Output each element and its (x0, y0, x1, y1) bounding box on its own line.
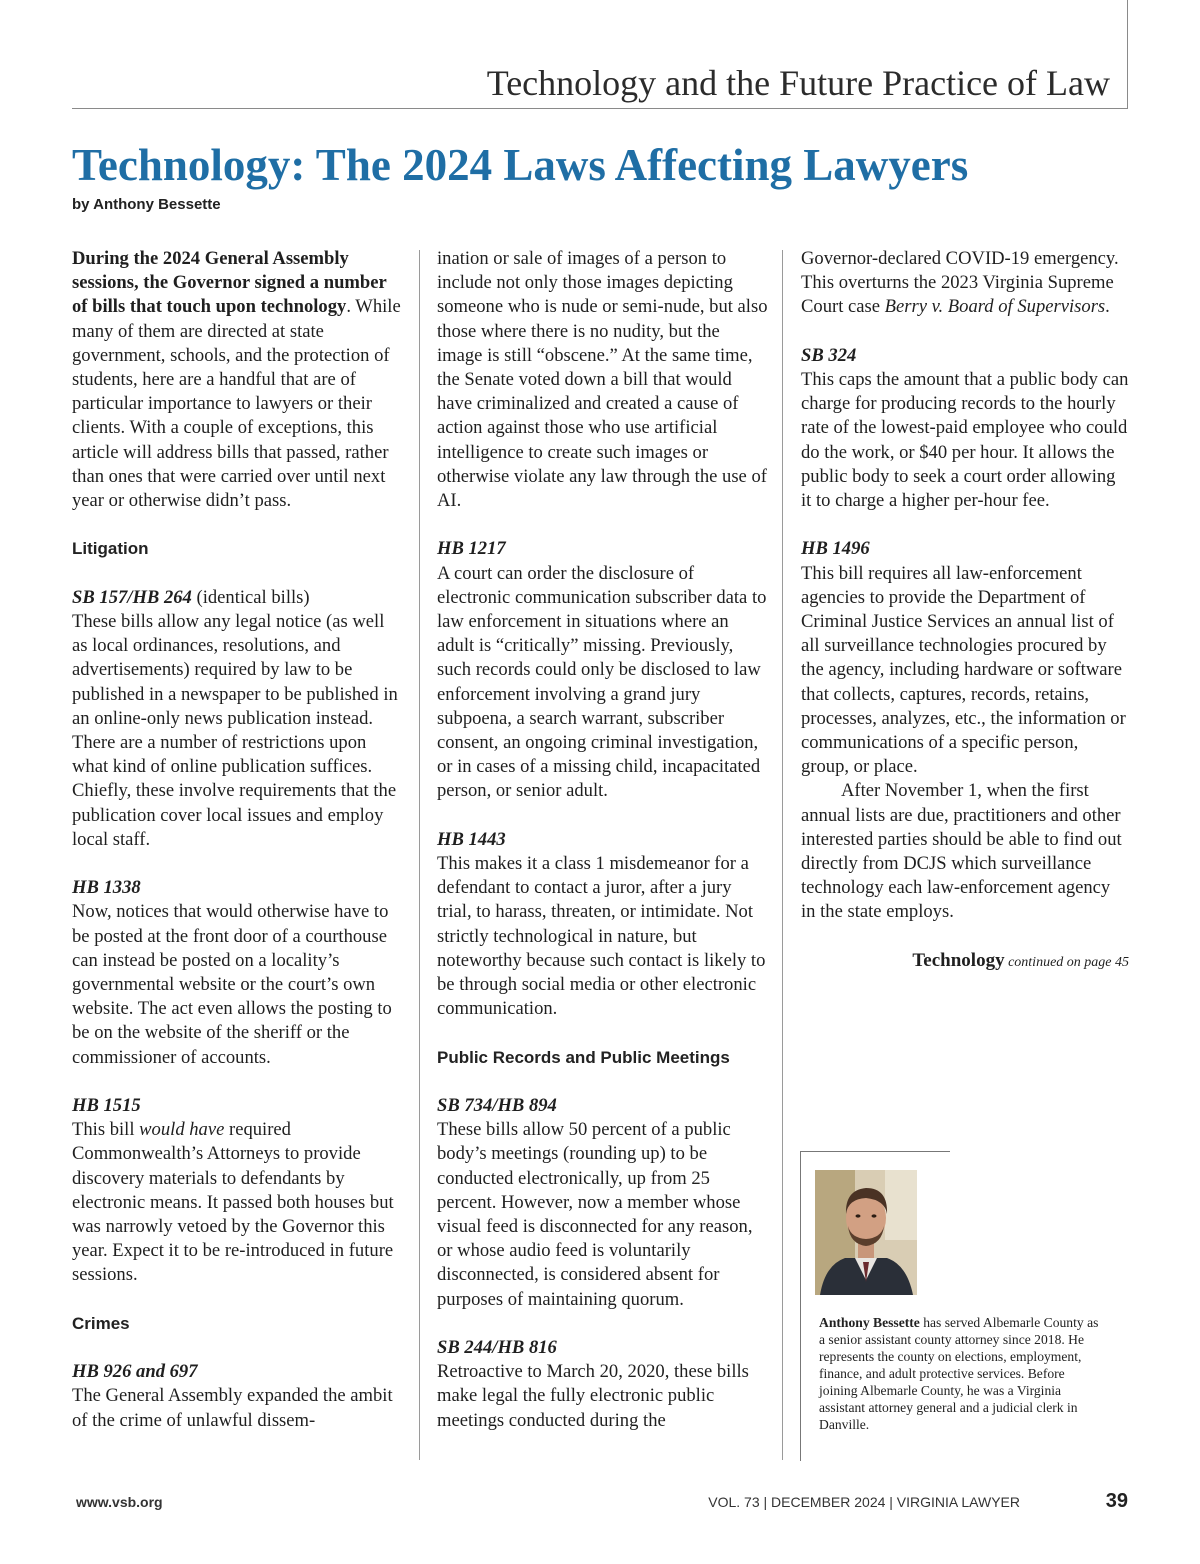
hb1443-body: This makes it a class 1 misdemeanor for a defendant to contact a juror, after a jury trial, to harass, threaten, or intimidate. Not strictly technological in nature, but noteworthy because such contact is likely to be through social media or other electronic communication. (437, 853, 766, 1020)
sb734-heading: SB 734/HB 894 (437, 1095, 557, 1117)
sb244-continued-text: Governor-declared COVID-19 emergency. This overturns the 2023 Virginia Supreme Court case (801, 248, 1119, 318)
intro-paragraph (72, 247, 404, 513)
sb157-tag: (identical bills) (191, 586, 310, 608)
hb1496-body: This bill requires all law-enforcement agencies to provide the Department of Criminal Justice Services an annual list of all surveillance technologies procured by the agency, including hardware or software that collects, captures, records, retains, processes, analyzes, etc., the information or communications of a specific person, group, or place. (801, 562, 1126, 778)
header-vertical-rule (1127, 0, 1128, 109)
hb1515-body: required Commonwealth’s Attorneys to provide discovery materials to defendants by electronic means. It passed both houses but was narrowly vetoed by the Governor this year. Expect it to be re-introduced in future sessions. (72, 1119, 394, 1286)
continued-label: Technology (912, 949, 1005, 971)
hb1515-emphasis: would have (139, 1119, 225, 1141)
footer-website[interactable]: www.vsb.org (76, 1494, 163, 1510)
hb1217-heading: HB 1217 (437, 538, 506, 560)
hb1496-heading: HB 1496 (801, 538, 870, 560)
author-photo (815, 1170, 917, 1295)
sb734-body: These bills allow 50 percent of a public body’s meetings (rounding up) to be conducted electronically, up from 25 percent. However, now a member whose visual feed is disconnected for any reason, or whose audio feed is voluntarily disconnected, is considered absent for purposes of maintaining quorum. (437, 1119, 753, 1310)
heading-public-records: Public Records and Public Meetings (437, 1047, 730, 1067)
sb157-body: These bills allow any legal notice (as well as local ordinances, resolutions, and advertisements) required by law to be published in a newspaper to be published in an online-only news publication instead. There are a number of restrictions upon what kind of online publication suffices. Chiefly, these involve requirements that the publication cover local issues and employ local staff. (72, 611, 398, 850)
sb244-continued-end: . (1105, 296, 1110, 318)
bio-box-left-rule (800, 1151, 801, 1461)
continued-text: continued on page 45 (1004, 954, 1129, 970)
article-title: Technology: The 2024 Laws Affecting Lawyers (72, 140, 969, 190)
byline: by Anthony Bessette (72, 196, 221, 213)
section-header: Technology and the Future Practice of Law (486, 63, 1110, 103)
hb1338-body: Now, notices that would otherwise have to be posted at the front door of a courthouse can instead be posted on a locality’s governmental website or the court’s own website. The act even allows the posting to be on the website of the sheriff or the commissioner of accounts. (72, 901, 392, 1068)
heading-litigation: Litigation (72, 539, 149, 559)
intro-lead: During the 2024 General Assembly sessions, the Governor signed a number of bills that touch upon technology (72, 248, 387, 318)
hb926-body: The General Assembly expanded the ambit of the crime of unlawful dissem- (72, 1385, 393, 1431)
case-name: Berry v. Board of Supervisors (884, 296, 1106, 318)
hb1515-body-paragraph (72, 1118, 404, 1287)
hb1515-heading: HB 1515 (72, 1095, 141, 1117)
hb1443-heading: HB 1443 (437, 828, 506, 850)
sb157-heading (72, 586, 404, 610)
continued-link[interactable] (801, 949, 1129, 975)
bio-box-top-rule (800, 1151, 950, 1152)
bio-name: Anthony Bessette (819, 1315, 920, 1330)
bio-text: has served Albemarle County as a senior assistant county attorney since 2018. He represents the county on elections, employment, finance, and adult protective services. Before joining Albemarle County, he was a Virginia assistant attorney general and a judicial clerk in Danville. (819, 1315, 1099, 1432)
heading-crimes: Crimes (72, 1313, 130, 1333)
hb1496-body-2: After November 1, when the first annual lists are due, practitioners and other interested parties should be able to find out directly from DCJS which surveillance technology each law-enforcement agency in the state employs. (801, 780, 1122, 923)
column-2 (437, 247, 769, 1433)
footer-issue: VOL. 73 | DECEMBER 2024 | VIRGINIA LAWYER (708, 1494, 1020, 1510)
author-bio (819, 1314, 1101, 1433)
sb324-body: This caps the amount that a public body can charge for producing records to the hourly rate of the lowest-paid employee who could do the work, or $40 per hour. It allows the public body to seek a court order allowing it to charge a higher per-hour fee. (801, 369, 1129, 512)
sb157-bill-number: SB 157/HB 264 (72, 586, 192, 608)
hb1515-pre: This bill (72, 1119, 140, 1141)
page-number: 39 (1105, 1490, 1128, 1512)
column-3 (801, 247, 1129, 975)
column-1 (72, 247, 404, 1433)
hb926-heading: HB 926 and 697 (72, 1361, 198, 1383)
sb324-heading: SB 324 (801, 344, 857, 366)
column-divider-1 (419, 250, 420, 1460)
sb244-heading: SB 244/HB 816 (437, 1337, 557, 1359)
sb244-continued (801, 247, 1129, 320)
intro-text: . While many of them are directed at state government, schools, and the protection of students, here are a handful that are of particular importance to lawyers or their clients. With a couple of exceptions, this article will address bills that passed, rather than ones that were carried over until next year or otherwise didn’t pass. (72, 296, 401, 512)
hb1217-body: A court can order the disclosure of electronic communication subscriber data to law enforcement in situations where an adult is “critically” missing. Previously, such records could only be disclosed to law enforcement involving a grand jury subpoena, a search warrant, subscriber consent, an ongoing criminal investigation, or in cases of a missing child, incapacitated person, or senior adult. (437, 562, 767, 802)
column-divider-2 (782, 250, 783, 1460)
hb1338-heading: HB 1338 (72, 877, 141, 899)
hb926-continued: ination or sale of images of a person to include not only those images depicting someone who is nude or semi-nude, but also those where there is no nudity, but the image is still “obscene.” At the same time, the Senate voted down a bill that would have criminalized and created a cause of action against those who use artificial intelligence to create such images or otherwise violate any law through the use of AI. (437, 248, 768, 512)
sb244-body: Retroactive to March 20, 2020, these bills make legal the fully electronic public meetings conducted during the (437, 1361, 749, 1431)
header-rule (72, 108, 1128, 109)
